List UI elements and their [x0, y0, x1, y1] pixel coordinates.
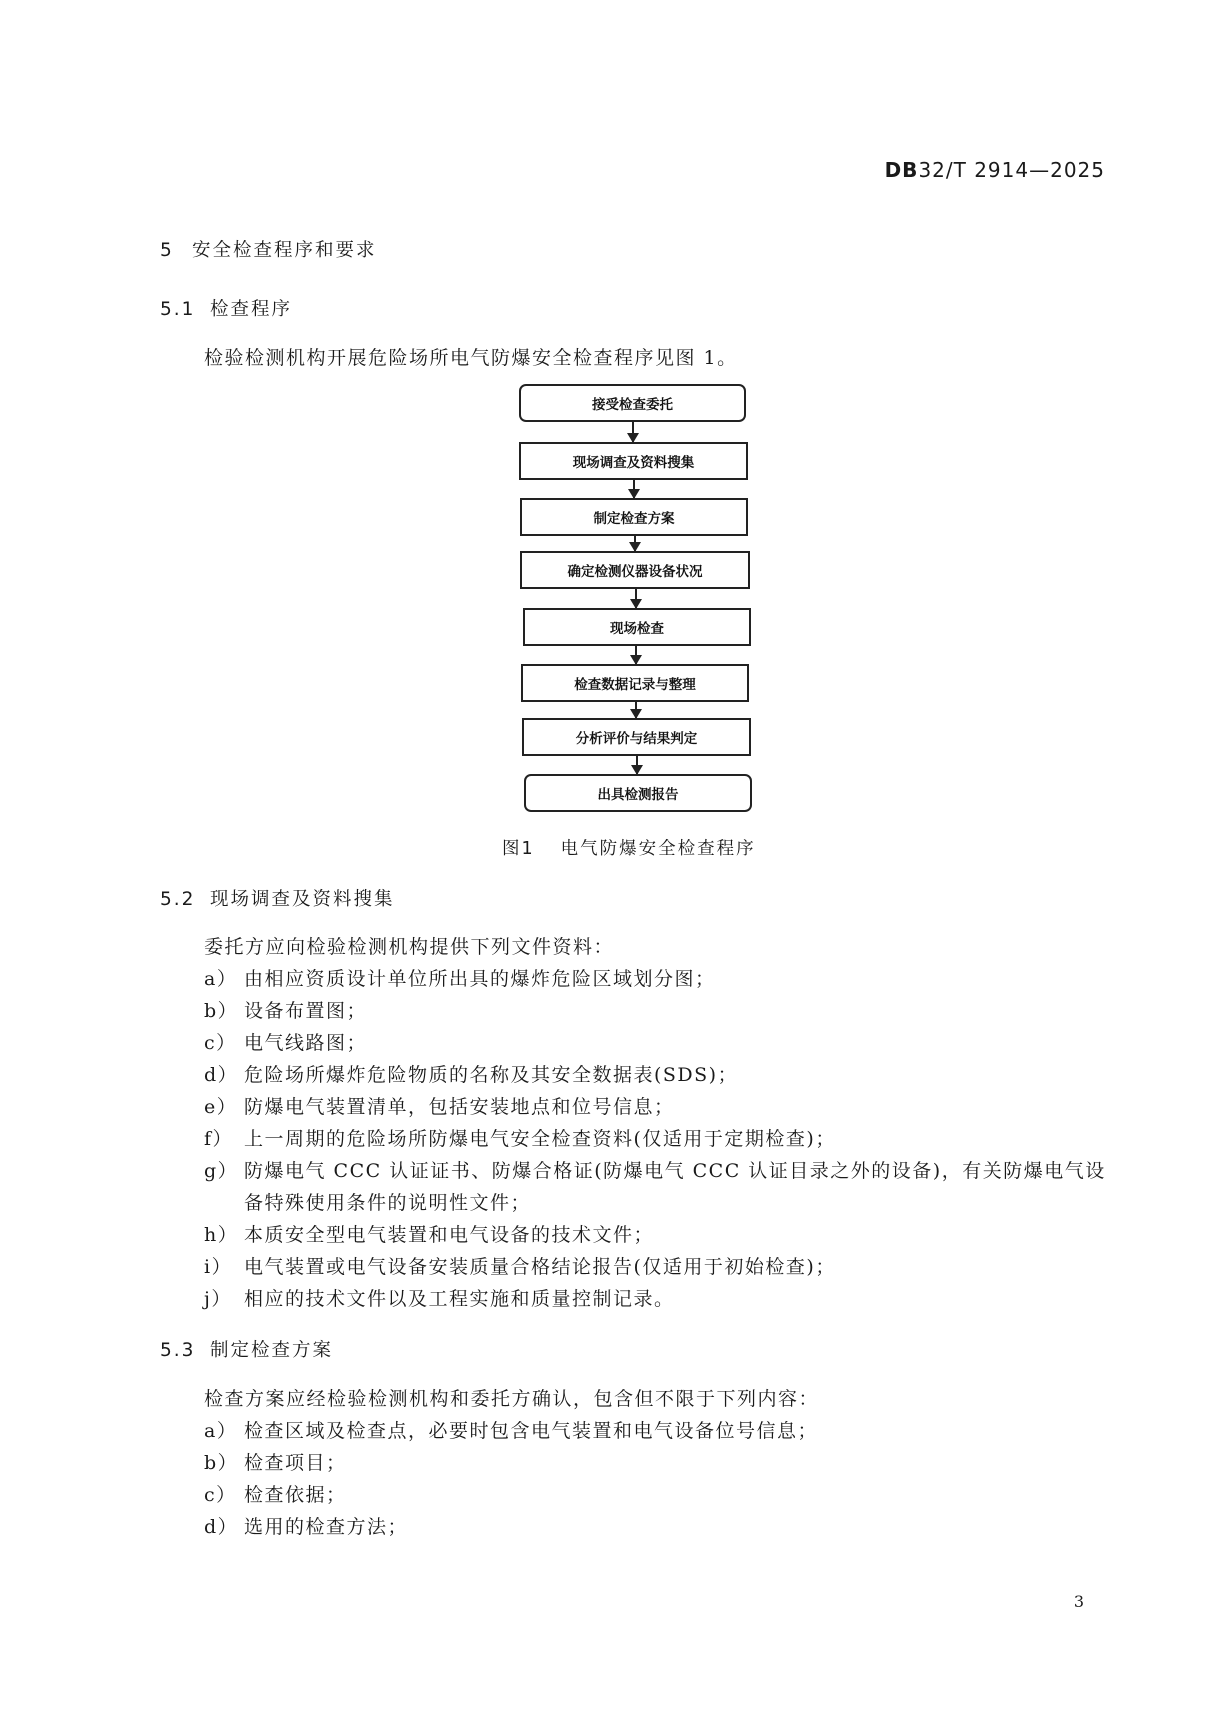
- list-item: [204, 1092, 675, 1119]
- list-text: 电气装置或电气设备安装质量合格结论报告(仅适用于初始检查)；: [244, 1256, 836, 1278]
- flow-step-box: 现场调查及资料搜集: [519, 442, 748, 480]
- list-label: h）: [204, 1224, 239, 1246]
- list-item: [204, 996, 367, 1023]
- document-code: [885, 158, 1105, 182]
- figure-caption: [502, 835, 756, 860]
- section-number: 5: [160, 240, 174, 261]
- flow-step-box: 分析评价与结果判定: [522, 718, 751, 756]
- list-text: 由相应资质设计单位所出具的爆炸危险区域划分图；: [244, 968, 716, 990]
- section-5-1-paragraph: 检验检测机构开展危险场所电气防爆安全检查程序见图 1。: [204, 347, 738, 369]
- list-text: 电气线路图；: [244, 1032, 368, 1054]
- list-label: c）: [204, 1484, 237, 1506]
- list-item: [204, 1284, 675, 1311]
- section-title: 检查程序: [210, 299, 293, 320]
- list-item: [204, 1252, 836, 1279]
- section-5-3-heading: [160, 1336, 333, 1362]
- list-label: f）: [204, 1128, 234, 1150]
- list-label: e）: [204, 1096, 238, 1118]
- list-text: 危险场所爆炸危险物质的名称及其安全数据表(SDS)；: [244, 1064, 739, 1086]
- list-item: [204, 1028, 367, 1055]
- list-text: 相应的技术文件以及工程实施和质量控制记录。: [244, 1288, 675, 1310]
- list-text: 上一周期的危险场所防爆电气安全检查资料(仅适用于定期检查)；: [244, 1128, 836, 1150]
- flow-step-box: 制定检查方案: [520, 498, 748, 536]
- list-label: d）: [204, 1516, 239, 1538]
- section-number: 5.3: [160, 1340, 196, 1361]
- list-text: 本质安全型电气装置和电气设备的技术文件；: [244, 1224, 655, 1246]
- list-label: i）: [204, 1256, 233, 1278]
- flow-arrow: [635, 646, 637, 664]
- section-title: 制定检查方案: [210, 1340, 334, 1361]
- flow-step-box: 检查数据记录与整理: [521, 664, 749, 702]
- flow-arrow: [632, 422, 634, 442]
- section-5-heading: [160, 236, 377, 262]
- list-item: [204, 1480, 347, 1507]
- page-number: 3: [1073, 1592, 1084, 1611]
- section-5-2-intro: 委托方应向检验检测机构提供下列文件资料：: [204, 936, 615, 958]
- list-label: j）: [204, 1288, 232, 1310]
- document-code-number: 32/T 2914—2025: [918, 158, 1105, 182]
- list-item: [204, 1060, 738, 1087]
- list-item: [204, 1448, 347, 1475]
- list-label: b）: [204, 1000, 239, 1022]
- flow-arrow: [635, 702, 637, 718]
- section-title: 安全检查程序和要求: [192, 240, 377, 261]
- document-code-prefix: DB: [884, 158, 919, 182]
- list-text: 设备布置图；: [244, 1000, 368, 1022]
- section-5-1-heading: [160, 295, 292, 321]
- list-text: 检查项目；: [244, 1452, 347, 1474]
- flow-step-box: 确定检测仪器设备状况: [520, 551, 750, 589]
- list-item: [204, 964, 716, 991]
- flow-step-box: 接受检查委托: [519, 384, 746, 422]
- section-5-2-heading: [160, 885, 395, 911]
- list-item: [204, 1512, 408, 1539]
- list-item: [204, 1416, 818, 1443]
- flow-step-box: 出具检测报告: [524, 774, 752, 812]
- list-text: 检查依据；: [244, 1484, 347, 1506]
- list-label: c）: [204, 1032, 237, 1054]
- list-item: [204, 1124, 836, 1151]
- list-text: 防爆电气 CCC 认证证书、防爆合格证(防爆电气 CCC 认证目录之外的设备)，有关防爆电气设: [244, 1160, 1106, 1182]
- flow-arrow: [633, 480, 635, 498]
- list-item-continuation: 备特殊使用条件的说明性文件；: [244, 1192, 532, 1214]
- flow-arrow: [634, 536, 636, 551]
- figure-title: 电气防爆安全检查程序: [560, 839, 756, 859]
- flow-step-box: 现场检查: [523, 608, 751, 646]
- flow-arrow: [635, 589, 637, 608]
- list-label: d）: [204, 1064, 239, 1086]
- list-item: [204, 1220, 654, 1247]
- list-label: g）: [204, 1160, 239, 1182]
- list-text: 选用的检查方法；: [244, 1516, 409, 1538]
- section-5-3-intro: 检查方案应经检验检测机构和委托方确认，包含但不限于下列内容：: [204, 1388, 820, 1410]
- section-number: 5.1: [160, 299, 196, 320]
- list-label: a）: [204, 968, 238, 990]
- list-label: a）: [204, 1420, 238, 1442]
- section-number: 5.2: [160, 889, 196, 910]
- list-label: b）: [204, 1452, 239, 1474]
- list-item: [204, 1156, 1106, 1183]
- section-title: 现场调查及资料搜集: [210, 889, 395, 910]
- figure-number: 图1: [502, 839, 535, 859]
- list-text: 检查区域及检查点，必要时包含电气装置和电气设备位号信息；: [244, 1420, 819, 1442]
- flow-arrow: [636, 756, 638, 774]
- list-text: 防爆电气装置清单，包括安装地点和位号信息；: [244, 1096, 675, 1118]
